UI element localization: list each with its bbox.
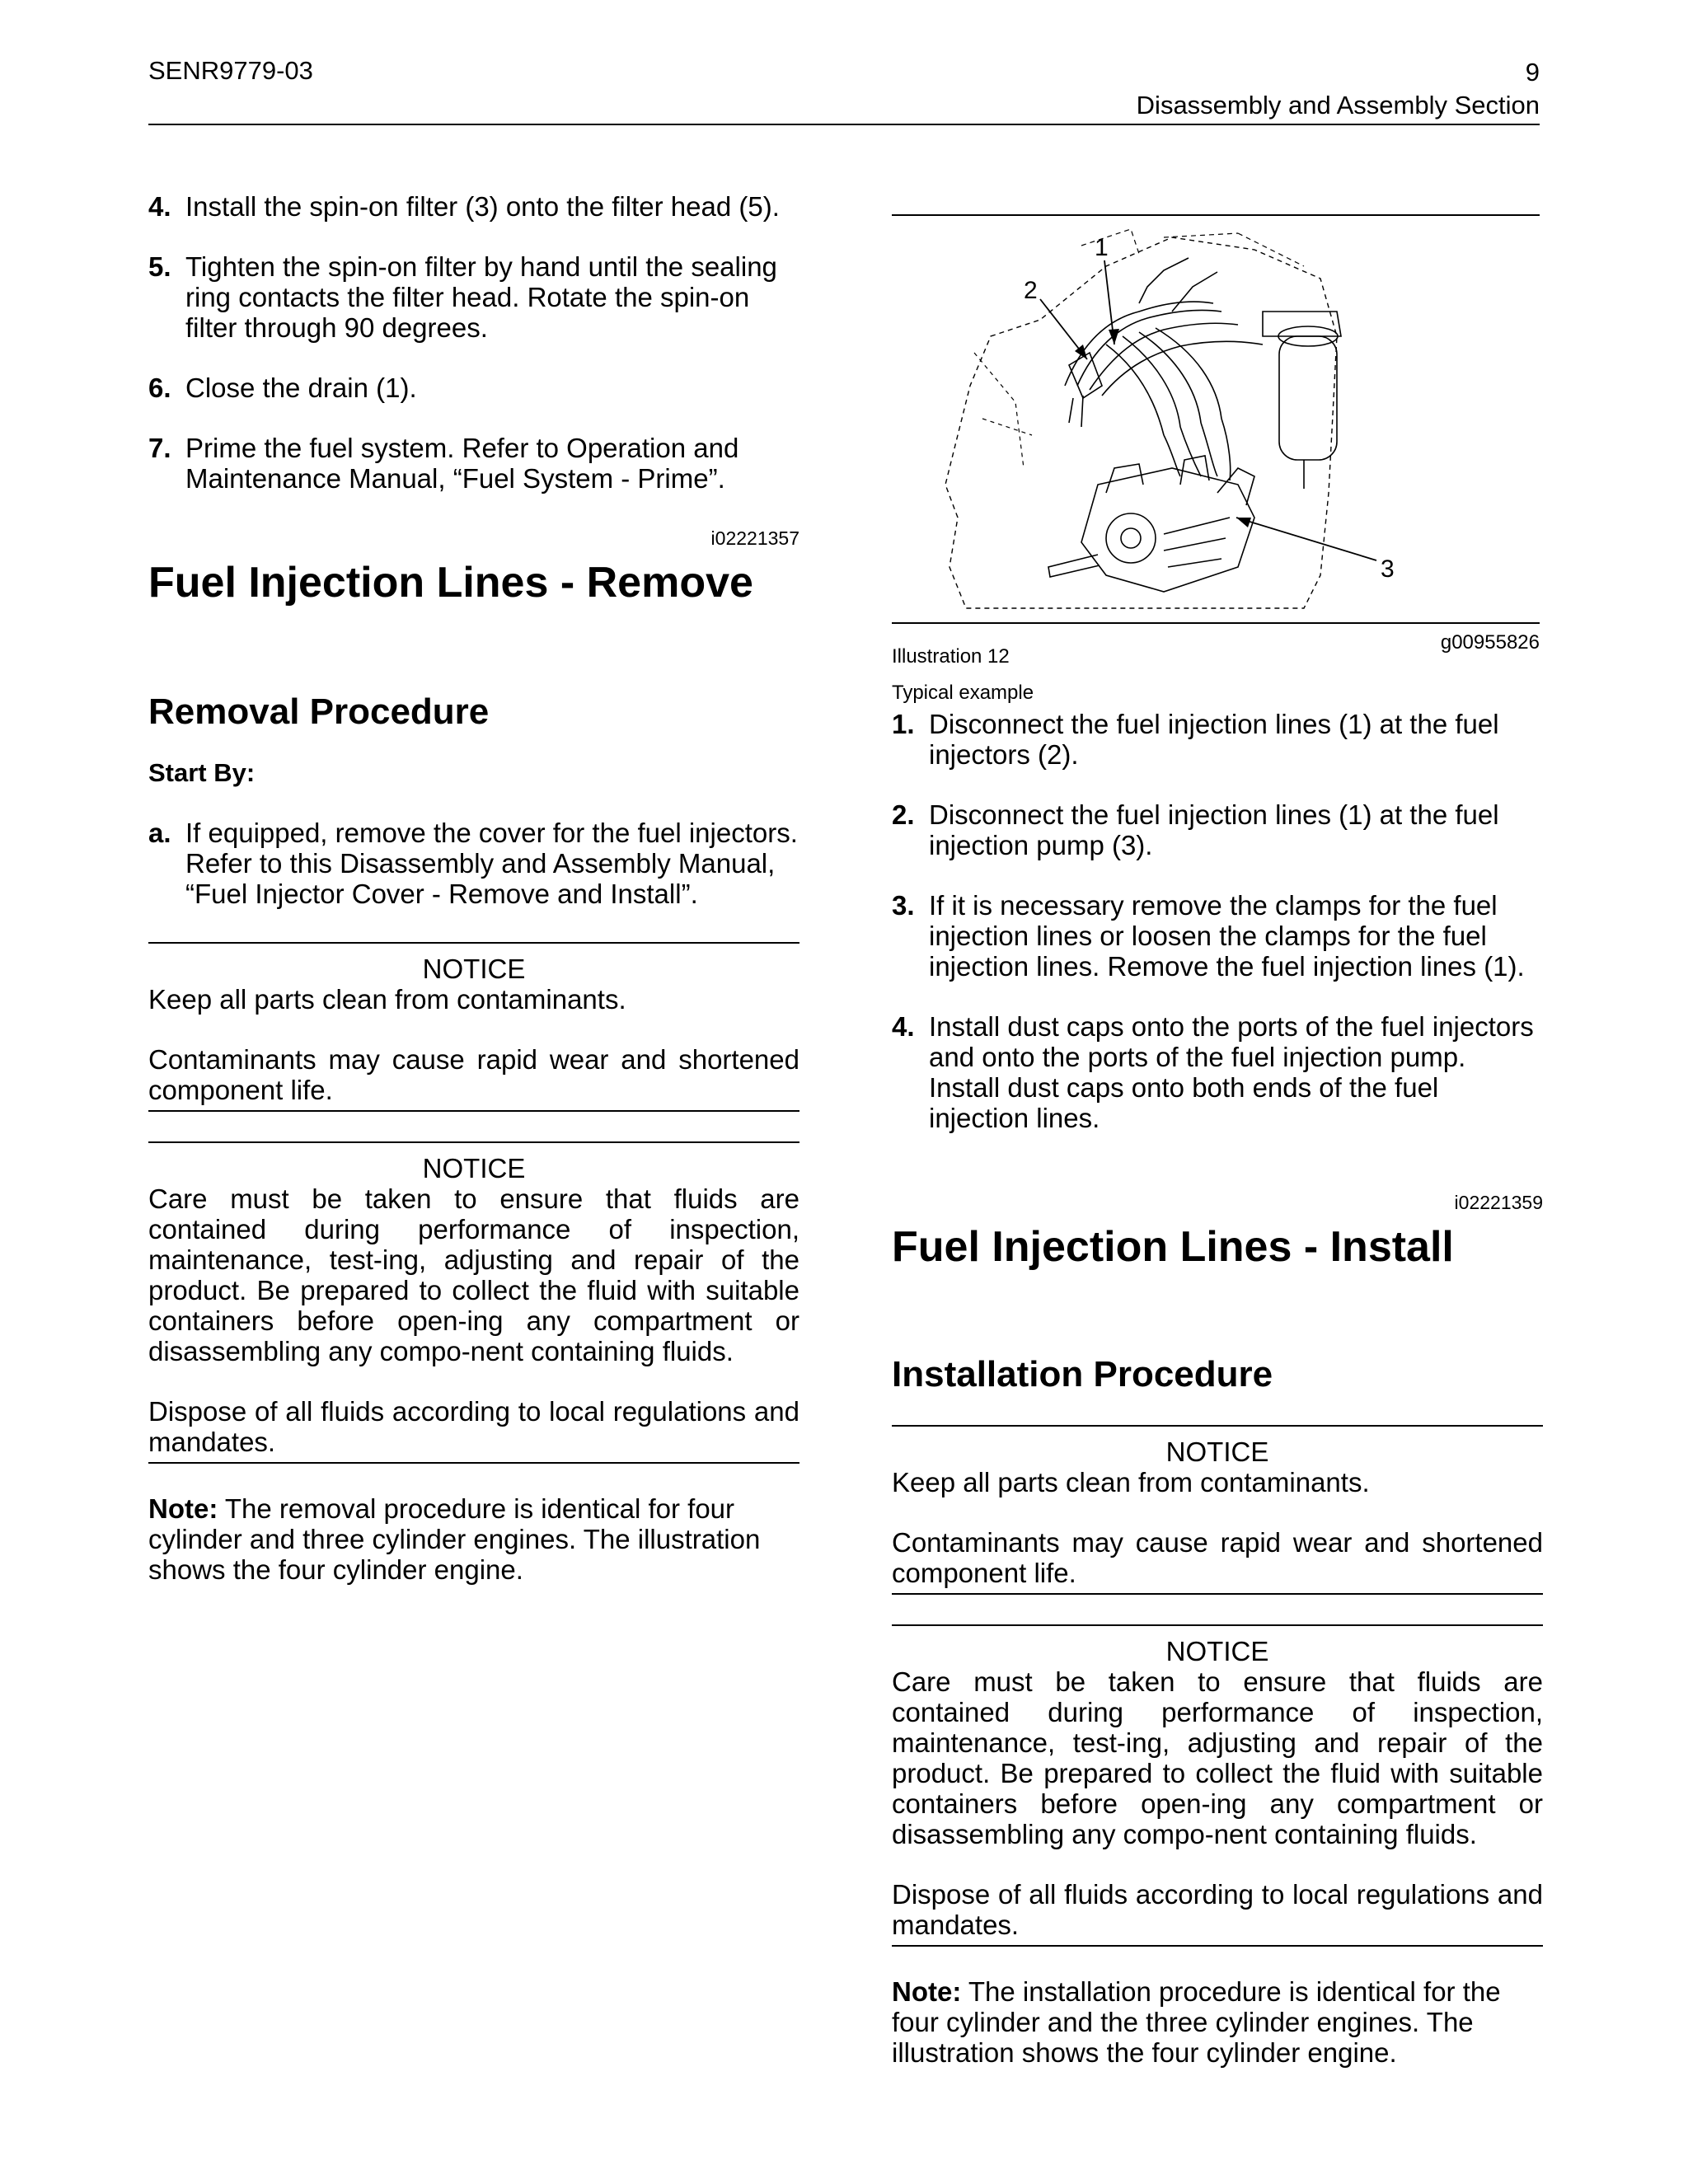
step-text: Disconnect the fuel injection lines (1) at the fuel injection pump (3). (929, 799, 1499, 860)
note-label: Note: (892, 1976, 962, 2007)
step-text: If it is necessary remove the clamps for the fuel injection lines or loosen the clamps for the fuel injection lines. Remove the fuel injection lines (1). (929, 890, 1525, 982)
procedure-title: Installation Procedure (892, 1354, 1273, 1394)
list-item (892, 1011, 1543, 1133)
doc-id: i02221357 (710, 527, 799, 549)
note-paragraph (892, 1976, 1543, 2068)
start-by-label: Start By: (148, 758, 256, 787)
notice-text: Contaminants may cause rapid wear and shortened component life. (148, 1044, 799, 1105)
list-item (148, 433, 799, 494)
notice-box (148, 942, 799, 1112)
notice-text: Care must be taken to ensure that fluids are contained during performance of inspection, maintenance, test-ing, adjusting and repair of the product. Be prepared to collect the fluid with suitable containers before open-ing any compartment or disassembling any compo-nent containing fluids. (148, 1183, 799, 1366)
step-number: 6. (148, 373, 171, 403)
step-text: Install dust caps onto the ports of the fuel injectors and onto the ports of the fuel injection pump. Install dust caps onto both ends of the fuel injection lines. (929, 1011, 1534, 1133)
callout-1: 1 (1095, 234, 1109, 261)
notice-text: Dispose of all fluids according to local regulations and mandates. (148, 1396, 799, 1457)
figure-top-rule (892, 214, 1540, 216)
illustration-number: Illustration 12 (892, 645, 1010, 668)
step-text: Prime the fuel system. Refer to Operation and Maintenance Manual, “Fuel System - Prime”. (185, 433, 739, 494)
note-text: The installation procedure is identical for the four cylinder and the three cylinder engines. The illustration shows the four cylinder engine. (892, 1976, 1501, 2068)
notice-text: Contaminants may cause rapid wear and shortened component life. (892, 1527, 1543, 1588)
step-number: 5. (148, 251, 171, 282)
step-number: 3. (892, 890, 915, 921)
list-item (148, 818, 799, 909)
step-letter: a. (148, 818, 171, 848)
doc-number: SENR9779-03 (148, 56, 313, 85)
step-number: 2. (892, 799, 915, 830)
right-column (892, 709, 1543, 2068)
notice-text: Care must be taken to ensure that fluids are contained during performance of inspection, maintenance, test-ing, adjusting and repair of the product. Be prepared to collect the fluid with suitable containers before open-ing any compartment or disassembling any compo-nent containing fluids. (892, 1666, 1543, 1849)
left-column (148, 191, 799, 1585)
notice-box (148, 1141, 799, 1464)
notice-text: Keep all parts clean from contaminants. (148, 984, 626, 1015)
step-number: 7. (148, 433, 171, 463)
step-text: Close the drain (1). (185, 373, 417, 403)
step-number: 4. (148, 191, 171, 222)
list-item (892, 709, 1543, 770)
procedure-title: Removal Procedure (148, 691, 490, 732)
callout-3: 3 (1381, 555, 1395, 583)
notice-title: NOTICE (1165, 1636, 1269, 1666)
notice-text: Keep all parts clean from contaminants. (892, 1467, 1370, 1497)
page-header-right (1137, 56, 1540, 122)
note-label: Note: (148, 1493, 218, 1524)
list-item (892, 890, 1543, 982)
callout-2: 2 (1024, 277, 1038, 304)
note-text: The removal procedure is identical for four cylinder and three cylinder engines. The illustration shows the four cylinder engine. (148, 1493, 761, 1585)
figure-bottom-rule (892, 622, 1540, 624)
section-name: Disassembly and Assembly Section (1136, 91, 1540, 120)
notice-title: NOTICE (422, 1153, 526, 1183)
step-text: Install the spin-on filter (3) onto the filter head (5). (185, 191, 780, 222)
page-number: 9 (1525, 58, 1540, 87)
note-paragraph (148, 1493, 799, 1585)
doc-id: i02221359 (1454, 1192, 1543, 1213)
illustration-subcaption: Typical example (892, 682, 1034, 704)
section-title: Fuel Injection Lines - Install (892, 1223, 1454, 1271)
notice-box (892, 1425, 1543, 1595)
list-item (148, 373, 799, 403)
graphic-id: g00955826 (1440, 631, 1540, 654)
notice-text: Dispose of all fluids according to local regulations and mandates. (892, 1879, 1543, 1940)
step-number: 4. (892, 1011, 915, 1042)
notice-title: NOTICE (1165, 1436, 1269, 1467)
section-title: Fuel Injection Lines - Remove (148, 559, 753, 607)
figure-caption (892, 639, 1034, 711)
list-item (148, 251, 799, 343)
notice-title: NOTICE (422, 954, 526, 984)
engine-illustration (892, 221, 1540, 620)
step-text: Disconnect the fuel injection lines (1) at the fuel injectors (2). (929, 709, 1499, 770)
header-rule (148, 124, 1540, 125)
notice-box (892, 1624, 1543, 1947)
step-number: 1. (892, 709, 915, 739)
list-item (148, 191, 799, 222)
step-text: Tighten the spin-on filter by hand until the sealing ring contacts the filter head. Rotate the spin-on filter through 90 degrees. (185, 251, 777, 343)
list-item (892, 799, 1543, 860)
step-text: If equipped, remove the cover for the fuel injectors. Refer to this Disassembly and Assembly Manual, “Fuel Injector Cover - Remove and Install”. (185, 818, 798, 909)
